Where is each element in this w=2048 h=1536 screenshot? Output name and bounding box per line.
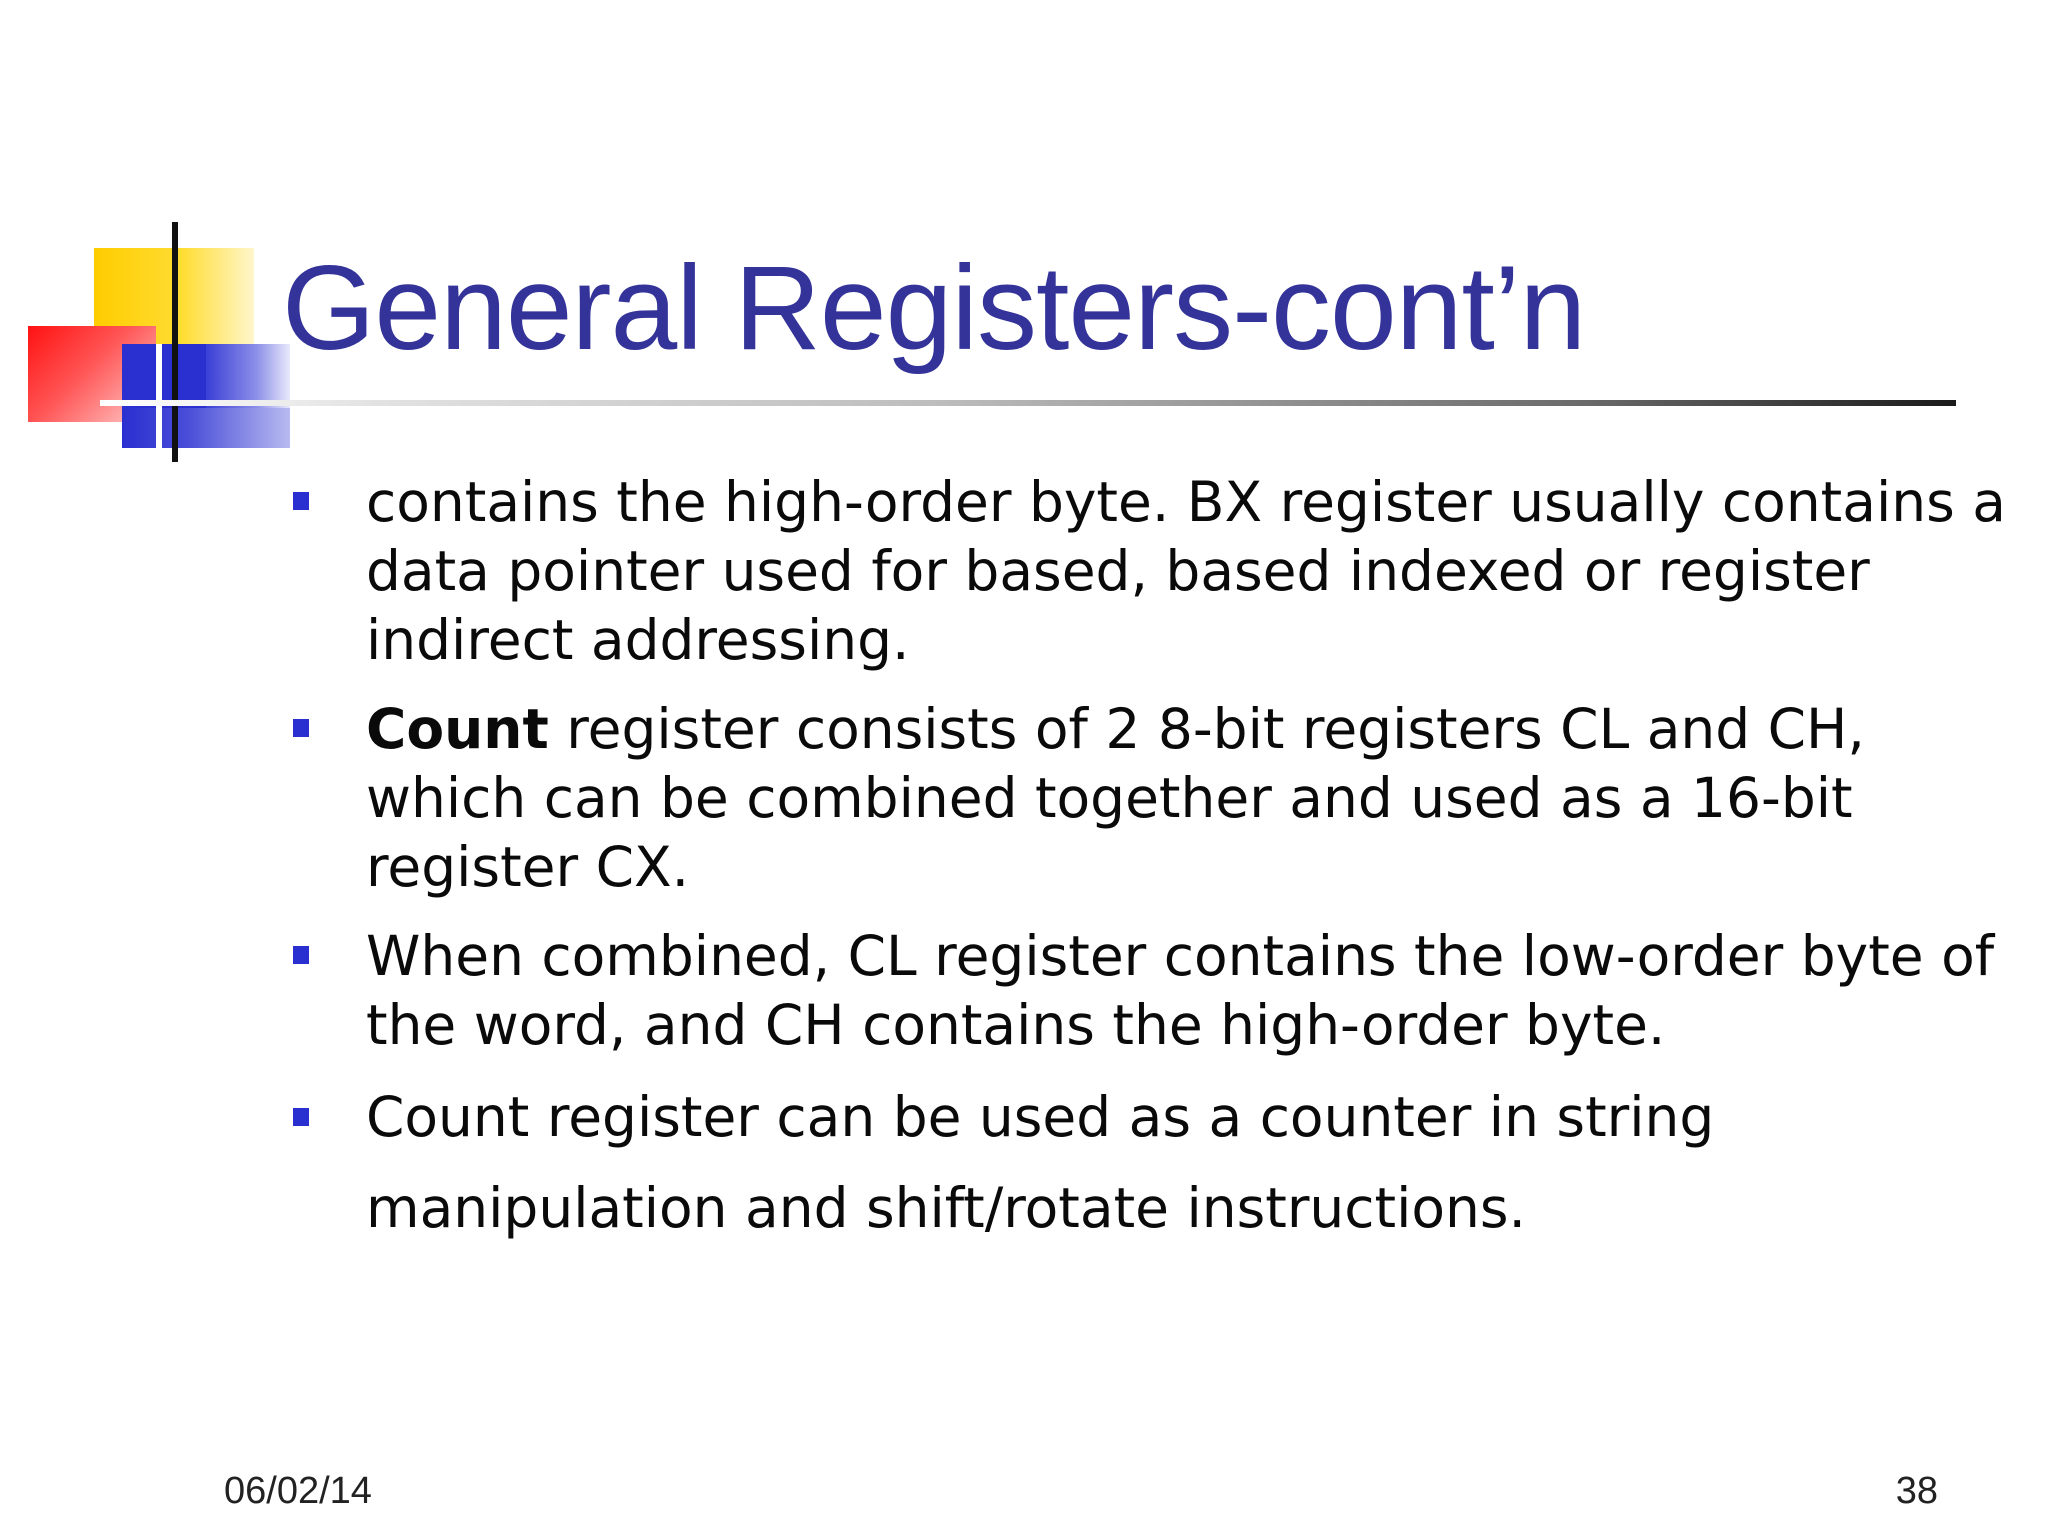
bullet-text: Count register can be used as a counter in string manipulation and shift/rotate instructions. [366,1085,1715,1240]
bullet-text: contains the high-order byte. BX register usually contains a data pointer used for based, based indexed or register indirect addressing. [366,470,2006,672]
bullet-item [290,922,2010,1060]
square-bullet-icon [293,492,309,510]
blue-lower-bar [122,408,290,448]
footer-date: 06/02/14 [224,1470,372,1512]
square-bullet-icon [293,1108,309,1126]
bullet-bold-term: Count [366,697,549,761]
title-underline [100,400,1956,406]
bullet-text: When combined, CL register contains the low-order byte of the word, and CH contains the high-order byte. [366,924,1995,1057]
bullet-list [290,468,2010,1274]
white-vertical-divider [156,344,162,448]
page-number: 38 [1895,1470,1938,1512]
slide-title: General Registers-cont’n [282,241,1586,375]
square-bullet-icon [293,946,309,964]
bullet-text: register consists of 2 8-bit registers CL and CH, which can be combined together and used as a 16-bit register CX. [366,697,1865,899]
bullet-item [290,1072,2010,1254]
square-bullet-icon [293,719,309,737]
black-vertical-line [172,222,178,462]
bullet-item [290,468,2010,675]
bullet-item [290,695,2010,902]
